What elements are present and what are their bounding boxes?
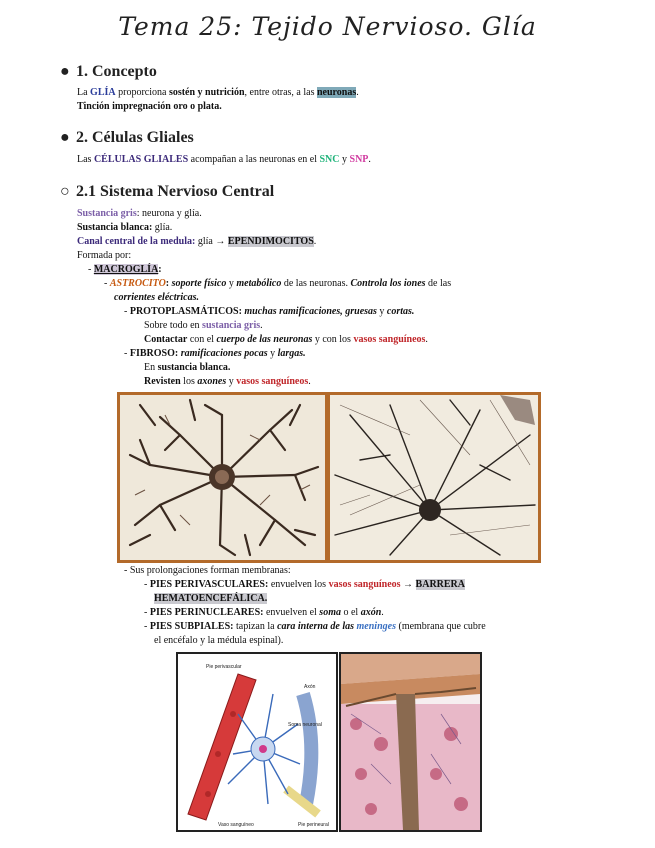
label-pie-perivascular: Pie perivascular [206, 664, 242, 670]
astrocito-line-2: corrientes eléctricas. [114, 292, 199, 303]
section-heading-celulas-gliales: ● 2. Células Gliales [60, 129, 194, 146]
hollow-bullet-icon: ○ [60, 183, 70, 200]
label-pie-perineural: Pie perineural [298, 822, 329, 828]
subpial-feet-diagram [339, 652, 482, 832]
protoplasmic-astrocyte-image [117, 392, 328, 563]
sustancia-gris-line: Sustancia gris: neurona y glía. [77, 208, 202, 219]
bullet-icon: ● [60, 129, 70, 146]
pies-subpiales-line-2: el encéfalo y la médula espinal). [154, 635, 284, 646]
formada-por-line: Formada por: [77, 250, 132, 261]
section-heading-concepto: ● 1. Concepto [60, 63, 157, 80]
sustancia-blanca-line: Sustancia blanca: glía. [77, 222, 173, 233]
protoplasmaticos-line: - PROTOPLASMÁTICOS: muchas ramificaciones, gruesas y cortas. [124, 306, 415, 317]
astrocito-line-1: - ASTROCITO: soporte físico y metabólico de las neuronas. Controla los iones de las [104, 278, 452, 289]
section-heading-snc: ○ 2.1 Sistema Nervioso Central [60, 183, 275, 200]
pies-perinucleares-line: - PIES PERINUCLEARES: envuelven el soma o el axón. [144, 607, 384, 618]
astrocyte-feet-diagram [176, 652, 338, 832]
celulas-gliales-line: Las CÉLULAS GLIALES acompañan a las neuronas en el SNC y SNP. [77, 154, 371, 165]
page-title: Tema 25: Tejido Nervioso. Glía [118, 12, 537, 41]
fibroso-line: - FIBROSO: ramificaciones pocas y largas. [124, 348, 306, 359]
pies-perivasculares-line: - PIES PERIVASCULARES: envuelven los vasos sanguíneos → BARRERA [144, 579, 465, 590]
revisten-line: Revisten los axones y vasos sanguíneos. [144, 376, 311, 387]
pies-perivasculares-line-2: HEMATOENCEFÁLICA. [154, 593, 268, 604]
en-sustancia-blanca-line: En sustancia blanca. [144, 362, 231, 373]
contactar-line: Contactar con el cuerpo de las neuronas y con los vasos sanguíneos. [144, 334, 428, 345]
bullet-icon: ● [60, 63, 70, 80]
macroglia-line: - MACROGLÍA: [88, 264, 162, 275]
sobre-todo-line: Sobre todo en sustancia gris. [144, 320, 263, 331]
fibrous-astrocyte-image [327, 392, 541, 563]
label-vaso: Vaso sanguíneo [218, 822, 254, 828]
pies-subpiales-line: - PIES SUBPIALES: tapizan la cara interna de las meninges (membrana que cubre [144, 621, 486, 632]
canal-central-line: Canal central de la medula: glía → EPENDIMOCITOS. [77, 236, 317, 247]
prolongaciones-line: - Sus prolongaciones forman membranas: [124, 565, 291, 576]
label-soma: Soma neuronal [288, 722, 322, 728]
concepto-line-1: La GLÍA proporciona sostén y nutrición, entre otras, a las neuronas. [77, 87, 359, 98]
label-axon: Axón [304, 684, 316, 690]
concepto-line-2: Tinción impregnación oro o plata. [77, 101, 222, 112]
